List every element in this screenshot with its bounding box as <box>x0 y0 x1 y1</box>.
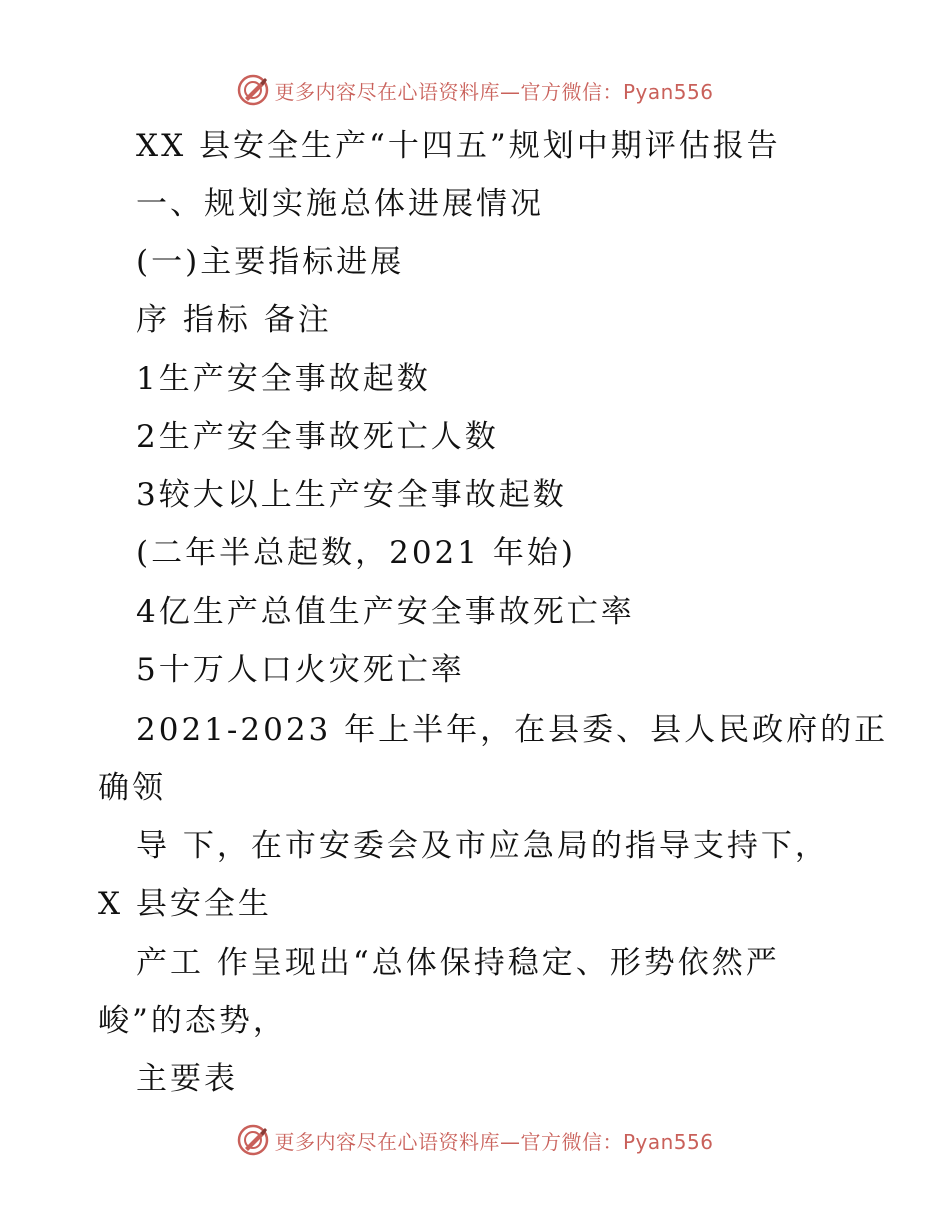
watermark-logo-icon <box>236 1123 270 1157</box>
document-title: XX 县安全生产“十四五”规划中期评估报告 <box>136 128 781 164</box>
indicator-item: 4亿生产总值生产安全事故死亡率 <box>136 594 635 630</box>
watermark-text: 更多内容尽在心语资料库—官方微信：Pyan556 <box>274 79 714 104</box>
indicator-item: 1生产安全事故起数 <box>136 361 431 397</box>
subsection-heading: (一)主要指标进展 <box>136 244 405 280</box>
paragraph-line: 主要表 <box>136 1061 238 1097</box>
section-heading: 一、规划实施总体进展情况 <box>136 186 544 222</box>
watermark-text: 更多内容尽在心语资料库—官方微信：Pyan556 <box>274 1129 714 1154</box>
paragraph-line: 峻”的态势， <box>98 1003 287 1039</box>
paragraph-line: 产工 作呈现出“总体保持稳定、形势依然严 <box>136 945 780 981</box>
paragraph-line: X 县安全生 <box>98 886 272 922</box>
table-header-line: 序 指标 备注 <box>136 302 332 338</box>
watermark-footer <box>0 1120 950 1160</box>
watermark-header <box>0 70 950 110</box>
indicator-note: (二年半总起数，2021 年始) <box>136 535 576 571</box>
paragraph-line: 导 下，在市安委会及市应急局的指导支持下， <box>136 828 829 864</box>
paragraph-line: 确领 <box>98 770 166 806</box>
paragraph-line: 2021-2023 年上半年，在县委、县人民政府的正 <box>136 712 889 748</box>
watermark-logo-icon <box>236 73 270 107</box>
indicator-item: 3较大以上生产安全事故起数 <box>136 477 567 513</box>
indicator-item: 5十万人口火灾死亡率 <box>136 652 465 688</box>
indicator-item: 2生产安全事故死亡人数 <box>136 419 499 455</box>
